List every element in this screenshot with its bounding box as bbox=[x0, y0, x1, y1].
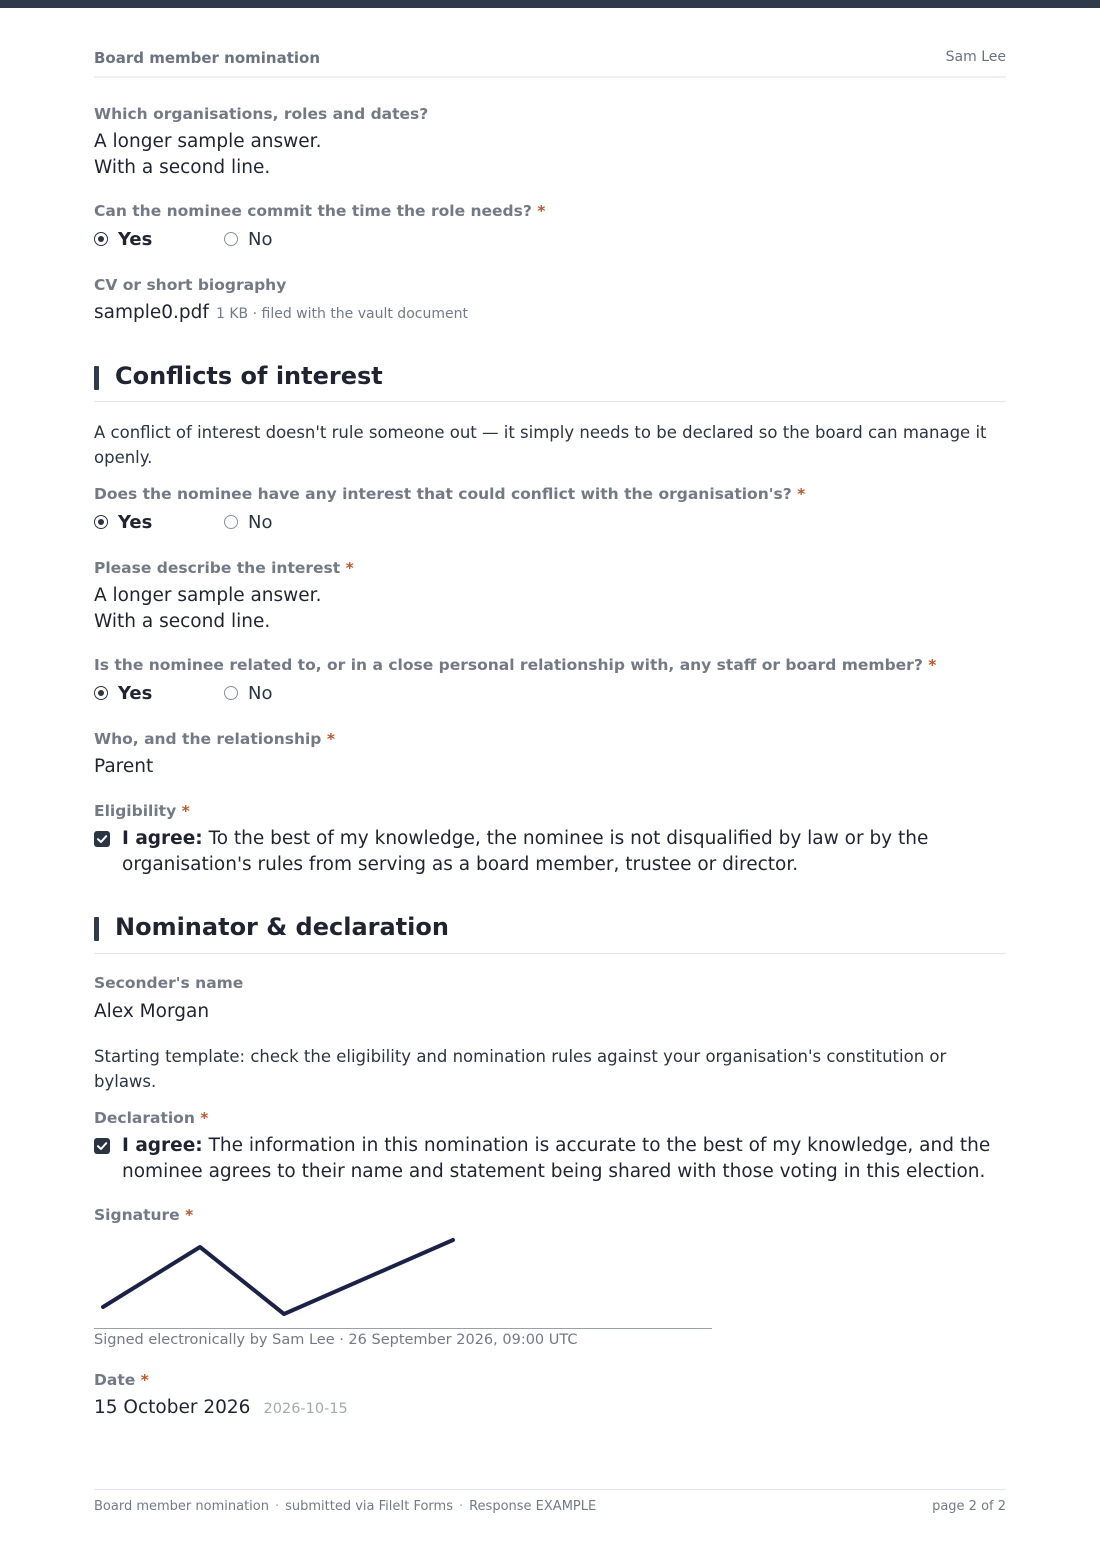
date-iso: 2026-10-15 bbox=[263, 1401, 348, 1417]
radio-group-conflict bbox=[94, 510, 394, 534]
required-marker: * bbox=[140, 1371, 149, 1389]
answer-who: Parent bbox=[94, 756, 154, 777]
section-divider bbox=[94, 401, 1006, 402]
question-label-describe-interest: Please describe the interest * bbox=[94, 559, 354, 577]
question-label-related: Is the nominee related to, or in a close personal relationship with, any staff or board member? * bbox=[94, 656, 937, 674]
required-marker: * bbox=[928, 656, 937, 674]
signature-box bbox=[94, 1232, 712, 1329]
checkbox-checked-icon bbox=[94, 831, 110, 847]
template-note: Starting template: check the eligibility and nomination rules against your organisation's constitution or bylaws. bbox=[94, 1047, 947, 1091]
radio-option-yes[interactable]: Yes bbox=[94, 510, 152, 534]
section-intro-conflicts: A conflict of interest doesn't rule someone out — it simply needs to be declared so the board can manage it openly. bbox=[94, 423, 987, 467]
question-label-seconder: Seconder's name bbox=[94, 974, 244, 992]
radio-group-commit-time bbox=[94, 227, 394, 251]
checkbox-checked-icon bbox=[94, 1138, 110, 1154]
question-label-organisations: Which organisations, roles and dates? bbox=[94, 105, 429, 123]
page-number: page 2 of 2 bbox=[932, 1499, 1006, 1514]
checkbox-eligibility[interactable] bbox=[94, 826, 1006, 878]
required-marker: * bbox=[326, 730, 335, 748]
page-footer bbox=[94, 1489, 1006, 1520]
answer-describe-interest: A longer sample answer. With a second line. bbox=[94, 585, 322, 632]
question-label-declaration: Declaration * bbox=[94, 1109, 209, 1127]
signature-stroke bbox=[103, 1240, 453, 1314]
question-label-who: Who, and the relationship * bbox=[94, 730, 335, 748]
required-marker: * bbox=[185, 1206, 194, 1224]
radio-group-related bbox=[94, 681, 394, 705]
file-meta: 1 KB · filed with the vault document bbox=[216, 306, 468, 322]
signature-caption: Signed electronically by Sam Lee · 26 September 2026, 09:00 UTC bbox=[94, 1332, 578, 1348]
form-title: Board member nomination bbox=[94, 49, 321, 67]
respondent-name: Sam Lee bbox=[945, 49, 1006, 65]
section-accent-bar bbox=[94, 917, 99, 941]
question-label-commit-time: Can the nominee commit the time the role needs? * bbox=[94, 202, 546, 220]
radio-unselected-icon bbox=[224, 515, 238, 529]
checkbox-declaration[interactable] bbox=[94, 1133, 1006, 1185]
radio-selected-icon bbox=[94, 232, 108, 246]
question-label-cv: CV or short biography bbox=[94, 276, 287, 294]
question-label-conflict: Does the nominee have any interest that could conflict with the organisation's? * bbox=[94, 485, 806, 503]
question-label-eligibility: Eligibility * bbox=[94, 802, 190, 820]
date-display: 15 October 2026 bbox=[94, 1397, 251, 1418]
checkbox-text: I agree: The information in this nomination is accurate to the best of my knowledge, and the nominee agrees to their name and statement being shared with those voting in this election. bbox=[122, 1135, 991, 1182]
radio-option-yes[interactable]: Yes bbox=[94, 681, 152, 705]
answer-seconder: Alex Morgan bbox=[94, 1001, 210, 1022]
section-divider bbox=[94, 953, 1006, 954]
required-marker: * bbox=[537, 202, 546, 220]
question-label-signature: Signature * bbox=[94, 1206, 194, 1224]
signature-drawing bbox=[94, 1232, 712, 1328]
top-accent-bar bbox=[0, 0, 1100, 8]
radio-option-yes[interactable]: Yes bbox=[94, 227, 152, 251]
page-header bbox=[94, 48, 1006, 78]
radio-unselected-icon bbox=[224, 232, 238, 246]
answer-date bbox=[94, 1395, 348, 1421]
answer-cv-file bbox=[94, 300, 468, 326]
required-marker: * bbox=[797, 485, 806, 503]
section-accent-bar bbox=[94, 366, 99, 390]
question-label-date: Date * bbox=[94, 1371, 149, 1389]
radio-selected-icon bbox=[94, 515, 108, 529]
radio-unselected-icon bbox=[224, 686, 238, 700]
radio-option-no[interactable]: No bbox=[224, 510, 272, 534]
required-marker: * bbox=[345, 559, 354, 577]
checkbox-text: I agree: To the best of my knowledge, the nominee is not disqualified by law or by the organisation's rules from serving as a board member, trustee or director. bbox=[122, 828, 929, 875]
answer-organisations: A longer sample answer. With a second line. bbox=[94, 131, 322, 178]
radio-selected-icon bbox=[94, 686, 108, 700]
radio-option-no[interactable]: No bbox=[224, 681, 272, 705]
required-marker: * bbox=[181, 802, 190, 820]
section-heading-nominator: Nominator & declaration bbox=[94, 913, 1006, 945]
required-marker: * bbox=[200, 1109, 209, 1127]
file-name[interactable]: sample0.pdf bbox=[94, 302, 209, 323]
footer-info: Board member nomination · submitted via FileIt Forms · Response EXAMPLE bbox=[94, 1499, 597, 1514]
radio-option-no[interactable]: No bbox=[224, 227, 272, 251]
section-heading-conflicts: Conflicts of interest bbox=[94, 362, 1006, 394]
